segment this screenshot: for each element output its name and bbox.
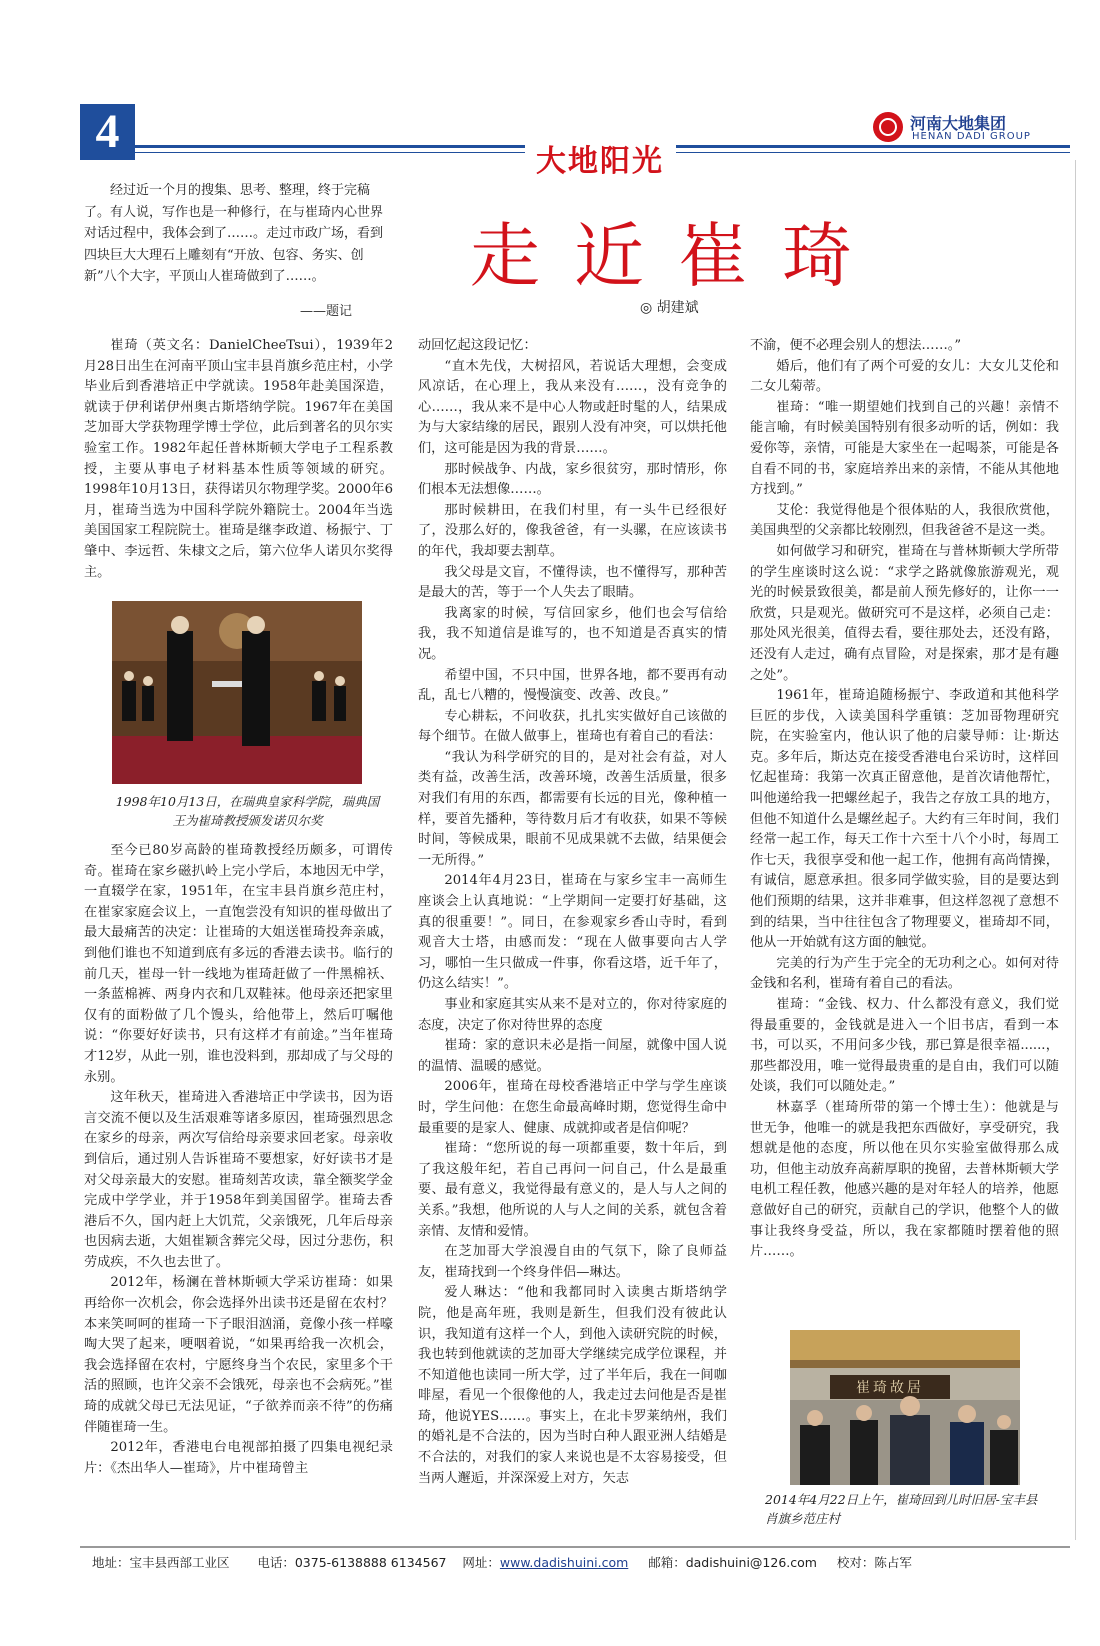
header-rule-left-thin xyxy=(135,152,525,153)
paragraph: 我父母是文盲，不懂得读，也不懂得写，那种苦是最大的苦，等于一个人失去了眼睛。 xyxy=(418,564,727,601)
section-title: 大地阳光 xyxy=(536,144,664,179)
paragraph: “我认为科学研究的目的，是对社会有益，对人类有益，改善生活，改善环境，改善生活质量，很多对我们有用的东西，都需要有长远的目光，像种植一样，要首先播种，等待数月后才有收获，如果不等候时间，等候成果，眼前不见成果就不去做，结果便会一无所得。” xyxy=(418,749,727,868)
article-title: 走近崔琦 xyxy=(470,215,886,297)
photo-1-caption: 1998年10月13日，在瑞典皇家科学院，瑞典国王为崔琦教授颁发诺贝尔奖 xyxy=(115,794,380,828)
footer-rule xyxy=(80,1546,1070,1548)
footer-address: 地址：宝丰县西部工业区 xyxy=(92,1555,230,1570)
column-1-top xyxy=(84,336,393,583)
paragraph: 我离家的时候，写信回家乡，他们也会写信给我，我不知道信是谁写的，也不知道是否真实的情况。 xyxy=(418,605,727,662)
column-2 xyxy=(418,336,727,1489)
paragraph: 至今已80岁高龄的崔琦教授经历颇多，可谓传奇。崔琦在家乡磁扒岭上完小学后，本地因无中学，一直辍学在家，1951年，在宝丰县肖旗乡范庄村，在崔家家庭会议上，一直饱尝没有知识的崔母做出了最大最痛苦的决定：让崔琦的大姐送崔琦投奔亲戚，到他们谁也不知道到底有多远的香港去读书。临行的前几天，崔母一针一线地为崔琦赶做了一件黑棉袄、一条蓝棉裤、两身内衣和几双鞋袜。他母亲还把家里仅有的面粉做了几个馒头，给他带上，然后叮嘱他说：“你要好好读书，只有这样才有前途。”当年崔琦才12岁，从此一别，谁也没料到，那却成了与父母的永别。 xyxy=(84,843,393,1085)
paragraph: 崔琦：“金钱、权力、什么都没有意义，我们觉得最重要的，金钱就是进入一个旧书店，看到一本书，可以买，不用问多少钱，那已算是很幸福......，那些都没用，唯一觉得最贵重的是自由，我们可以随处谈，我们可以随处走。” xyxy=(750,997,1059,1095)
intro-text: 经过近一个月的搜集、思考、整理，终于完稿了。有人说，写作也是一种修行，在与崔琦内心世界对话过程中，我体会到了……。走过市政广场，看到四块巨大大理石上雕刻有“开放、包容、务实、创新”八个大字，平顶山人崔琦做到了……。 xyxy=(84,183,384,284)
paragraph: 那时候战争、内战，家乡很贫穷，那时情形，你们根本无法想像……。 xyxy=(418,461,727,498)
paragraph: “直木先伐，大树招风，若说话大理想，会变成风凉话，在心理上，我从来没有……，没有竞争的心……，我从来不是中心人物或赶时髦的人，结果成为与大家结缘的居民，跟别人没有冲突，可以烘托他们，这可能是因为我的背景……。 xyxy=(418,358,727,456)
paragraph: 2014年4月23日，崔琦在与家乡宝丰一高师生座谈会上认真地说：“上学期间一定要打好基础，这真的很重要！”。同日，在参观家乡香山寺时，看到观音大士塔，由感而发：“现在人做事要向古人学习，哪怕一生只做成一件事，你看这塔，近千年了，仍这么结实！”。 xyxy=(418,873,727,992)
paragraph: 崔琦：家的意识未必是指一间屋，就像中国人说的温情、温暖的感觉。 xyxy=(418,1038,727,1074)
paragraph: 如何做学习和研究，崔琦在与普林斯顿大学所带的学生座谈时这么说：“求学之路就像旅游观光，观光的时候景致很美，都是前人预先修好的，让你一一欣赏，只是观光。做研究可不是这样，必须自己走：那处风光很美，值得去看，要往那处去，还没有路，还没有人走过，确有点冒险，对是探索，那才是有趣之处”。 xyxy=(750,543,1059,683)
paragraph: 崔琦：“您所说的每一项都重要，数十年后，到了我这般年纪，若自己再问一问自己，什么是最重要、最有意义，我觉得最有意义的，是人与人之间的关系。”我想，他所说的人与人之间的关系，就包含着亲情、友情和爱情。 xyxy=(418,1141,727,1239)
footer-website-link[interactable]: www.dadishuini.com xyxy=(499,1555,629,1570)
paragraph: 不渝，便不必理会别人的想法……。” xyxy=(750,338,962,353)
footer-phone: 电话：0375-6138888 6134567 xyxy=(257,1555,447,1570)
right-margin-rule xyxy=(1075,160,1100,1540)
column-1-bottom xyxy=(84,841,393,1479)
footer xyxy=(92,1553,912,1571)
header-rule-right-thin xyxy=(676,152,1070,153)
company-logo-icon xyxy=(873,112,903,142)
column-3 xyxy=(750,336,1059,1263)
paragraph: 专心耕耘，不问收获，扎扎实实做好自己该做的每个细节。在做人做事上，崔琦也有着自己的看法： xyxy=(418,708,727,745)
paragraph: 林嘉孚（崔琦所带的第一个博士生）：他就是与世无争，他唯一的就是我把东西做好，享受研究，我想就是他的态度，所以他在贝尔实验室做得那么成功，但他主动放弃高薪厚职的挽留，去普林斯顿大学电机工程任教，他感兴趣的是对年轻人的培养，他愿意做好自己的研究，贡献自己的学识，他整个人的做事让我终身受益，所以，我在家都随时摆着他的照片……。 xyxy=(750,1099,1059,1260)
hometown-sign: 崔琦故居 xyxy=(856,1380,924,1396)
paragraph: 动回忆起这段记忆： xyxy=(418,338,537,353)
paragraph: 崔琦：“唯一期望她们找到自己的兴趣！亲情不能言喻，有时候美国特别有很多动听的话，例如：我爱你等，亲情，可能是大家坐在一起喝茶，可能是各自看不同的书，家庭培养出来的亲情，不能从其他地方找到。” xyxy=(750,399,1059,498)
company-name-en: HENAN DADI GROUP xyxy=(912,131,1031,142)
paragraph: 希望中国，不只中国，世界各地，都不要再有动乱，乱七八糟的，慢慢演变、改善、改良。” xyxy=(418,667,727,704)
paragraph: 那时候耕田，在我们村里，有一头牛已经很好了，没那么好的，像我爸爸，有一头骡，在应该读书的年代，我却要去割草。 xyxy=(418,502,727,559)
footer-email: 邮箱：dadishuini@126.com xyxy=(648,1555,817,1570)
footer-proofreader: 校对：陈占军 xyxy=(836,1555,912,1570)
paragraph: 婚后，他们有了两个可爱的女儿：大女儿艾伦和二女儿菊蒂。 xyxy=(750,358,1059,395)
paragraph: 崔琦（英文名：DanielCheeTsui），1939年2月28日出生在河南平顶山宝丰县肖旗乡范庄村，小学毕业后到香港培正中学就读。1958年赴美国深造，就读于伊利诺伊州奥古斯塔纳学院。1967年在美国芝加哥大学获物理学博士学位，此后到著名的贝尔实验室工作。1982年起任普林斯顿大学电子工程系教授，主要从事电子材料基本性质等领域的研究。1998年10月13日，获得诺贝尔物理学奖。2000年6月，崔琦当选为中国科学院外籍院士。2004年当选美国国家工程院院士。崔琦是继李政道、杨振宁、丁肇中、李远哲、朱棣文之后，第六位华人诺贝尔奖得主。 xyxy=(84,338,393,580)
article-byline: ◎ 胡建斌 xyxy=(640,300,699,316)
paragraph: 在芝加哥大学浪漫自由的气氛下，除了良师益友，崔琦找到一个终身伴侣—琳达。 xyxy=(418,1244,727,1280)
photo-2-caption: 2014年4月22日上午，崔琦回到儿时旧居-宝丰县肖旗乡范庄村 xyxy=(765,1492,1038,1526)
footer-web-label: 网址： xyxy=(462,1555,500,1570)
nobel-ceremony-photo xyxy=(112,601,362,784)
paragraph: 2006年，崔琦在母校香港培正中学与学生座谈时，学生问他：在您生命最高峰时期，您觉得生命中最重要的是家人、健康、成就抑或者是信仰呢？ xyxy=(418,1079,727,1136)
intro-signature: ——题记 xyxy=(300,304,353,319)
company-name-cn: 河南大地集团 xyxy=(910,114,1007,133)
paragraph: 艾伦：我觉得他是个很体贴的人，我很欣赏他，美国典型的父亲都比较刚烈，但我爸爸不是这一类。 xyxy=(750,502,1059,539)
paragraph: 1961年，崔琦追随杨振宁、李政道和其他科学巨匠的步伐，入读美国科学重镇：芝加哥物理研究院，在实验室内，他认识了他的启蒙导师：让·斯达克。多年后，斯达克在接受香港电台采访时，这样回忆起崔琦：我第一次真正留意他，是首次请他帮忙，叫他递给我一把螺丝起子，我告之存放工具的地方，但他不知道什么是螺丝起子。大约有三年时间，我们经常一起工作，每天工作十六至十八个小时，每周工作七天，我很享受和他一起工作，他拥有高尚情操，有诚信，愿意承担。很多同学做实验，目的是要达到他们预期的结果，这并非难事，但这样忽视了意想不到的结果，当中往往包含了物理要义，崔琦却不同，他从一开始就有这方面的触觉。 xyxy=(750,688,1059,951)
paragraph: 这年秋天，崔琦进入香港培正中学读书，因为语言交流不便以及生活艰难等诸多原因，崔琦强烈思念在家乡的母亲，两次写信给母亲要求回老家。母亲收到信后，通过别人告诉崔琦不要想家，好好读书才是对父母亲最大的安慰。崔琦刻苦攻读，靠全额奖学金完成中学学业，并于1958年到美国留学。崔琦去香港后不久，国内赶上大饥荒，父亲饿死，几年后母亲也因病去逝，大姐崔颖含葬完父母，因过分悲伤，积劳成疾，不久也去世了。 xyxy=(84,1090,393,1270)
paragraph: 爱人琳达：“他和我都同时入读奥古斯塔纳学院，他是高年班，我则是新生，但我们没有彼此认识，我知道有这样一个人，到他入读研究院的时候，我也转到他就读的芝加哥大学继续完成学位课程，并不知道他也读同一所大学，过了半年后，我在一间咖啡屋，看见一个很像他的人，我走过去问他是否是崔琦，他说YES……。事实上，在北卡罗莱纳州，我们的婚礼是不合法的，因为当时白种人跟亚洲人结婚是不合法的，对我们的家人来说也是不太容易接受，但当两人邂逅，并深深爱上对方，矢志 xyxy=(418,1285,727,1486)
paragraph: 完美的行为产生于完全的无功利之心。如何对待金钱和名利，崔琦有着自己的看法。 xyxy=(750,955,1059,992)
paragraph: 2012年，香港电台电视部拍摄了四集电视纪录片：《杰出华人—崔琦》，片中崔琦曾主 xyxy=(84,1440,393,1476)
header-rule-left xyxy=(135,145,525,148)
header-rule-right xyxy=(676,145,1070,148)
paragraph: 2012年，杨澜在普林斯顿大学采访崔琦：如果再给你一次机会，你会选择外出读书还是留在农村？本来笑呵呵的崔琦一下子眼泪汹涌，竟像小孩一样嚎啕大哭了起来，哽咽着说，“如果再给我一次机会，我会选择留在农村，宁愿终身当个农民，家里多个干活的照顾，也许父亲不会饿死，母亲也不会病死。”崔琦的成就父母已无法见证，“子欲养而亲不待”的伤痛伴随崔琦一生。 xyxy=(84,1275,393,1435)
hometown-visit-photo xyxy=(790,1330,1020,1485)
page-number: 4 xyxy=(80,104,135,160)
paragraph: 事业和家庭其实从来不是对立的，你对待家庭的态度，决定了你对待世界的态度 xyxy=(418,997,727,1033)
